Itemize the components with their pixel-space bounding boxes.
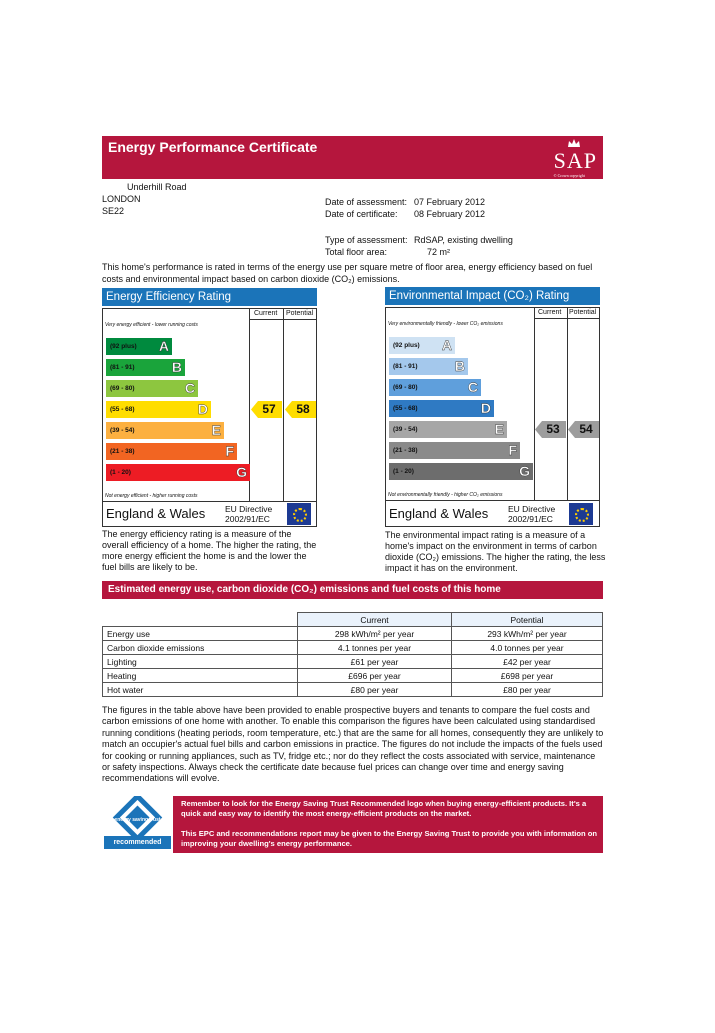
cell-label: Lighting	[103, 655, 298, 669]
rating-band-b	[389, 358, 468, 375]
intro-text: This home's performance is rated in terms of the energy use per square metre of floor area, energy efficiency based on fuel costs and environmental impact based on carbon dioxide (CO₂) emissions.	[102, 262, 593, 284]
environmental-chart	[385, 307, 600, 527]
cell-label: Carbon dioxide emissions	[103, 641, 298, 655]
band-letter: F	[508, 442, 517, 458]
column-current: Current	[298, 613, 452, 627]
cell-current: £61 per year	[298, 655, 452, 669]
address-line-3: SE22	[102, 206, 125, 216]
environmental-description: The environmental impact rating is a measure of a home's impact on the environment in terms of carbon dioxide (CO₂) emissions. The higher the rating, the less impact it has on the environment.	[385, 530, 606, 573]
rating-band-a	[389, 337, 455, 354]
rating-band-a	[106, 338, 172, 355]
table-row	[103, 641, 603, 655]
table-header-row	[103, 613, 603, 627]
rating-band-e	[389, 421, 507, 438]
band-letter: D	[480, 400, 491, 416]
band-range: (1 - 20)	[110, 469, 131, 476]
efficiency-current-rating: 57	[251, 401, 282, 418]
efficiency-top-note: Very energy efficient - lower running costs	[105, 322, 198, 328]
efficiency-col-potential: Potential	[286, 310, 314, 317]
efficiency-col-current: Current	[254, 310, 278, 317]
band-range: (69 - 80)	[393, 384, 418, 391]
rating-band-g	[389, 463, 533, 480]
address-line-2: LONDON	[102, 194, 141, 204]
cell-current: £80 per year	[298, 683, 452, 697]
band-letter: B	[454, 358, 465, 374]
environmental-potential-rating: 54	[568, 421, 599, 438]
band-letter: B	[171, 359, 182, 375]
band-letter: E	[494, 421, 504, 437]
type-of-assessment-label: Type of assessment:	[325, 235, 408, 245]
energy-saving-trust-logo: energy saving trust recommended	[102, 796, 173, 853]
rating-band-e	[106, 422, 224, 439]
band-range: (55 - 68)	[393, 405, 418, 412]
certificate-title: Energy Performance Certificate	[108, 139, 318, 155]
rating-band-b	[106, 359, 185, 376]
rating-band-f	[389, 442, 520, 459]
environmental-eu-directive: EU Directive 2002/91/EC	[508, 504, 556, 524]
band-letter: F	[225, 443, 234, 459]
band-letter: G	[519, 463, 530, 479]
rating-band-c	[389, 379, 481, 396]
environmental-col-current: Current	[538, 309, 562, 316]
trust-banner	[102, 796, 603, 853]
trust-paragraph-1: Remember to look for the Energy Saving Trust Recommended logo when buying energy-efficient products. It's a quick and easy way to identify the most energy-efficient products on the market.	[181, 799, 587, 818]
estimates-title: Estimated energy use, carbon dioxide (CO₂) emissions and fuel costs of this home	[102, 581, 603, 599]
cell-potential: 4.0 tonnes per year	[452, 641, 603, 655]
efficiency-title: Energy Efficiency Rating	[102, 288, 317, 306]
efficiency-description: The energy efficiency rating is a measure of the overall efficiency of a home. The higher the rating, the more energy efficient the home is and the lower the fuel bills are likely to be.	[102, 529, 317, 572]
eu-flag-icon	[287, 503, 311, 525]
explanation-text: The figures in the table above have been provided to enable prospective buyers and tenants to compare the fuel costs and carbon emissions of one home with another. To enable this comparison the figures have been calculated using standardised running conditions (heating periods, room temperature, etc.) that are the same for all homes, consequently they are unlikely to match an occupier's actual fuel bills and carbon emissions in practice. The figures do not include the impacts of the fuels used for cooking or running appliances, such as TV, fridge etc.; nor do they reflect the costs associated with service, maintenance or safety inspections. Always check the certificate date because fuel prices can change over time and energy saving recommendations will evolve.	[102, 705, 604, 784]
type-of-assessment: RdSAP, existing dwelling	[414, 235, 513, 245]
table-row	[103, 683, 603, 697]
cell-current: 298 kWh/m² per year	[298, 627, 452, 641]
band-range: (81 - 91)	[110, 364, 135, 371]
cell-potential: £42 per year	[452, 655, 603, 669]
band-range: (92 plus)	[393, 342, 420, 349]
band-range: (92 plus)	[110, 343, 137, 350]
date-of-certificate-label: Date of certificate:	[325, 209, 398, 219]
estimates-table	[102, 612, 603, 697]
table-corner	[103, 613, 298, 627]
floor-area-label: Total floor area:	[325, 247, 388, 257]
band-range: (55 - 68)	[110, 406, 135, 413]
table-row	[103, 627, 603, 641]
efficiency-chart	[102, 308, 317, 527]
band-letter: C	[184, 380, 195, 396]
environmental-col-potential: Potential	[569, 309, 597, 316]
band-range: (39 - 54)	[110, 427, 135, 434]
efficiency-region: England & Wales	[106, 506, 206, 521]
rating-band-c	[106, 380, 198, 397]
crown-icon	[567, 139, 581, 148]
band-letter: D	[197, 401, 208, 417]
eu-flag-icon	[569, 503, 593, 525]
trust-paragraph-2: This EPC and recommendations report may be given to the Energy Saving Trust to provide you with information on improving your dwelling's energy performance.	[181, 829, 598, 848]
band-range: (69 - 80)	[110, 385, 135, 392]
environmental-current-rating: 53	[535, 421, 566, 438]
environmental-title: Environmental Impact (CO₂) Rating	[385, 287, 600, 305]
band-letter: C	[467, 379, 478, 395]
band-range: (1 - 20)	[393, 468, 414, 475]
date-of-certificate: 08 February 2012	[414, 209, 486, 219]
band-range: (21 - 38)	[110, 448, 135, 455]
band-range: (21 - 38)	[393, 447, 418, 454]
environmental-bottom-note: Not environmentally friendly - higher CO₂ emissions	[388, 492, 503, 498]
environmental-top-note: Very environmentally friendly - lower CO₂ emissions	[388, 321, 503, 327]
cell-current: 4.1 tonnes per year	[298, 641, 452, 655]
band-letter: A	[441, 337, 452, 353]
efficiency-bottom-note: Not energy efficient - higher running costs	[105, 493, 198, 499]
band-letter: A	[158, 338, 169, 354]
date-of-assessment: 07 February 2012	[414, 197, 486, 207]
table-row	[103, 669, 603, 683]
efficiency-eu-directive: EU Directive 2002/91/EC	[225, 504, 273, 524]
cell-potential: £80 per year	[452, 683, 603, 697]
cell-potential: £698 per year	[452, 669, 603, 683]
environmental-region: England & Wales	[389, 506, 489, 521]
certificate-header	[102, 136, 603, 183]
cell-label: Heating	[103, 669, 298, 683]
cell-potential: 293 kWh/m² per year	[452, 627, 603, 641]
band-letter: E	[211, 422, 221, 438]
date-of-assessment-label: Date of assessment:	[325, 197, 408, 207]
table-row	[103, 655, 603, 669]
floor-area: 72 m²	[427, 247, 451, 257]
rating-band-d	[389, 400, 494, 417]
address-line-1: Underhill Road	[127, 182, 187, 192]
sap-logo: SAP © Crown copyright 2010	[553, 148, 597, 183]
rating-band-d	[106, 401, 211, 418]
efficiency-potential-rating: 58	[285, 401, 316, 418]
column-potential: Potential	[452, 613, 603, 627]
cell-label: Energy use	[103, 627, 298, 641]
cell-current: £696 per year	[298, 669, 452, 683]
band-range: (81 - 91)	[393, 363, 418, 370]
cell-label: Hot water	[103, 683, 298, 697]
rating-band-f	[106, 443, 237, 460]
rating-band-g	[106, 464, 250, 481]
band-letter: G	[236, 464, 247, 480]
band-range: (39 - 54)	[393, 426, 418, 433]
